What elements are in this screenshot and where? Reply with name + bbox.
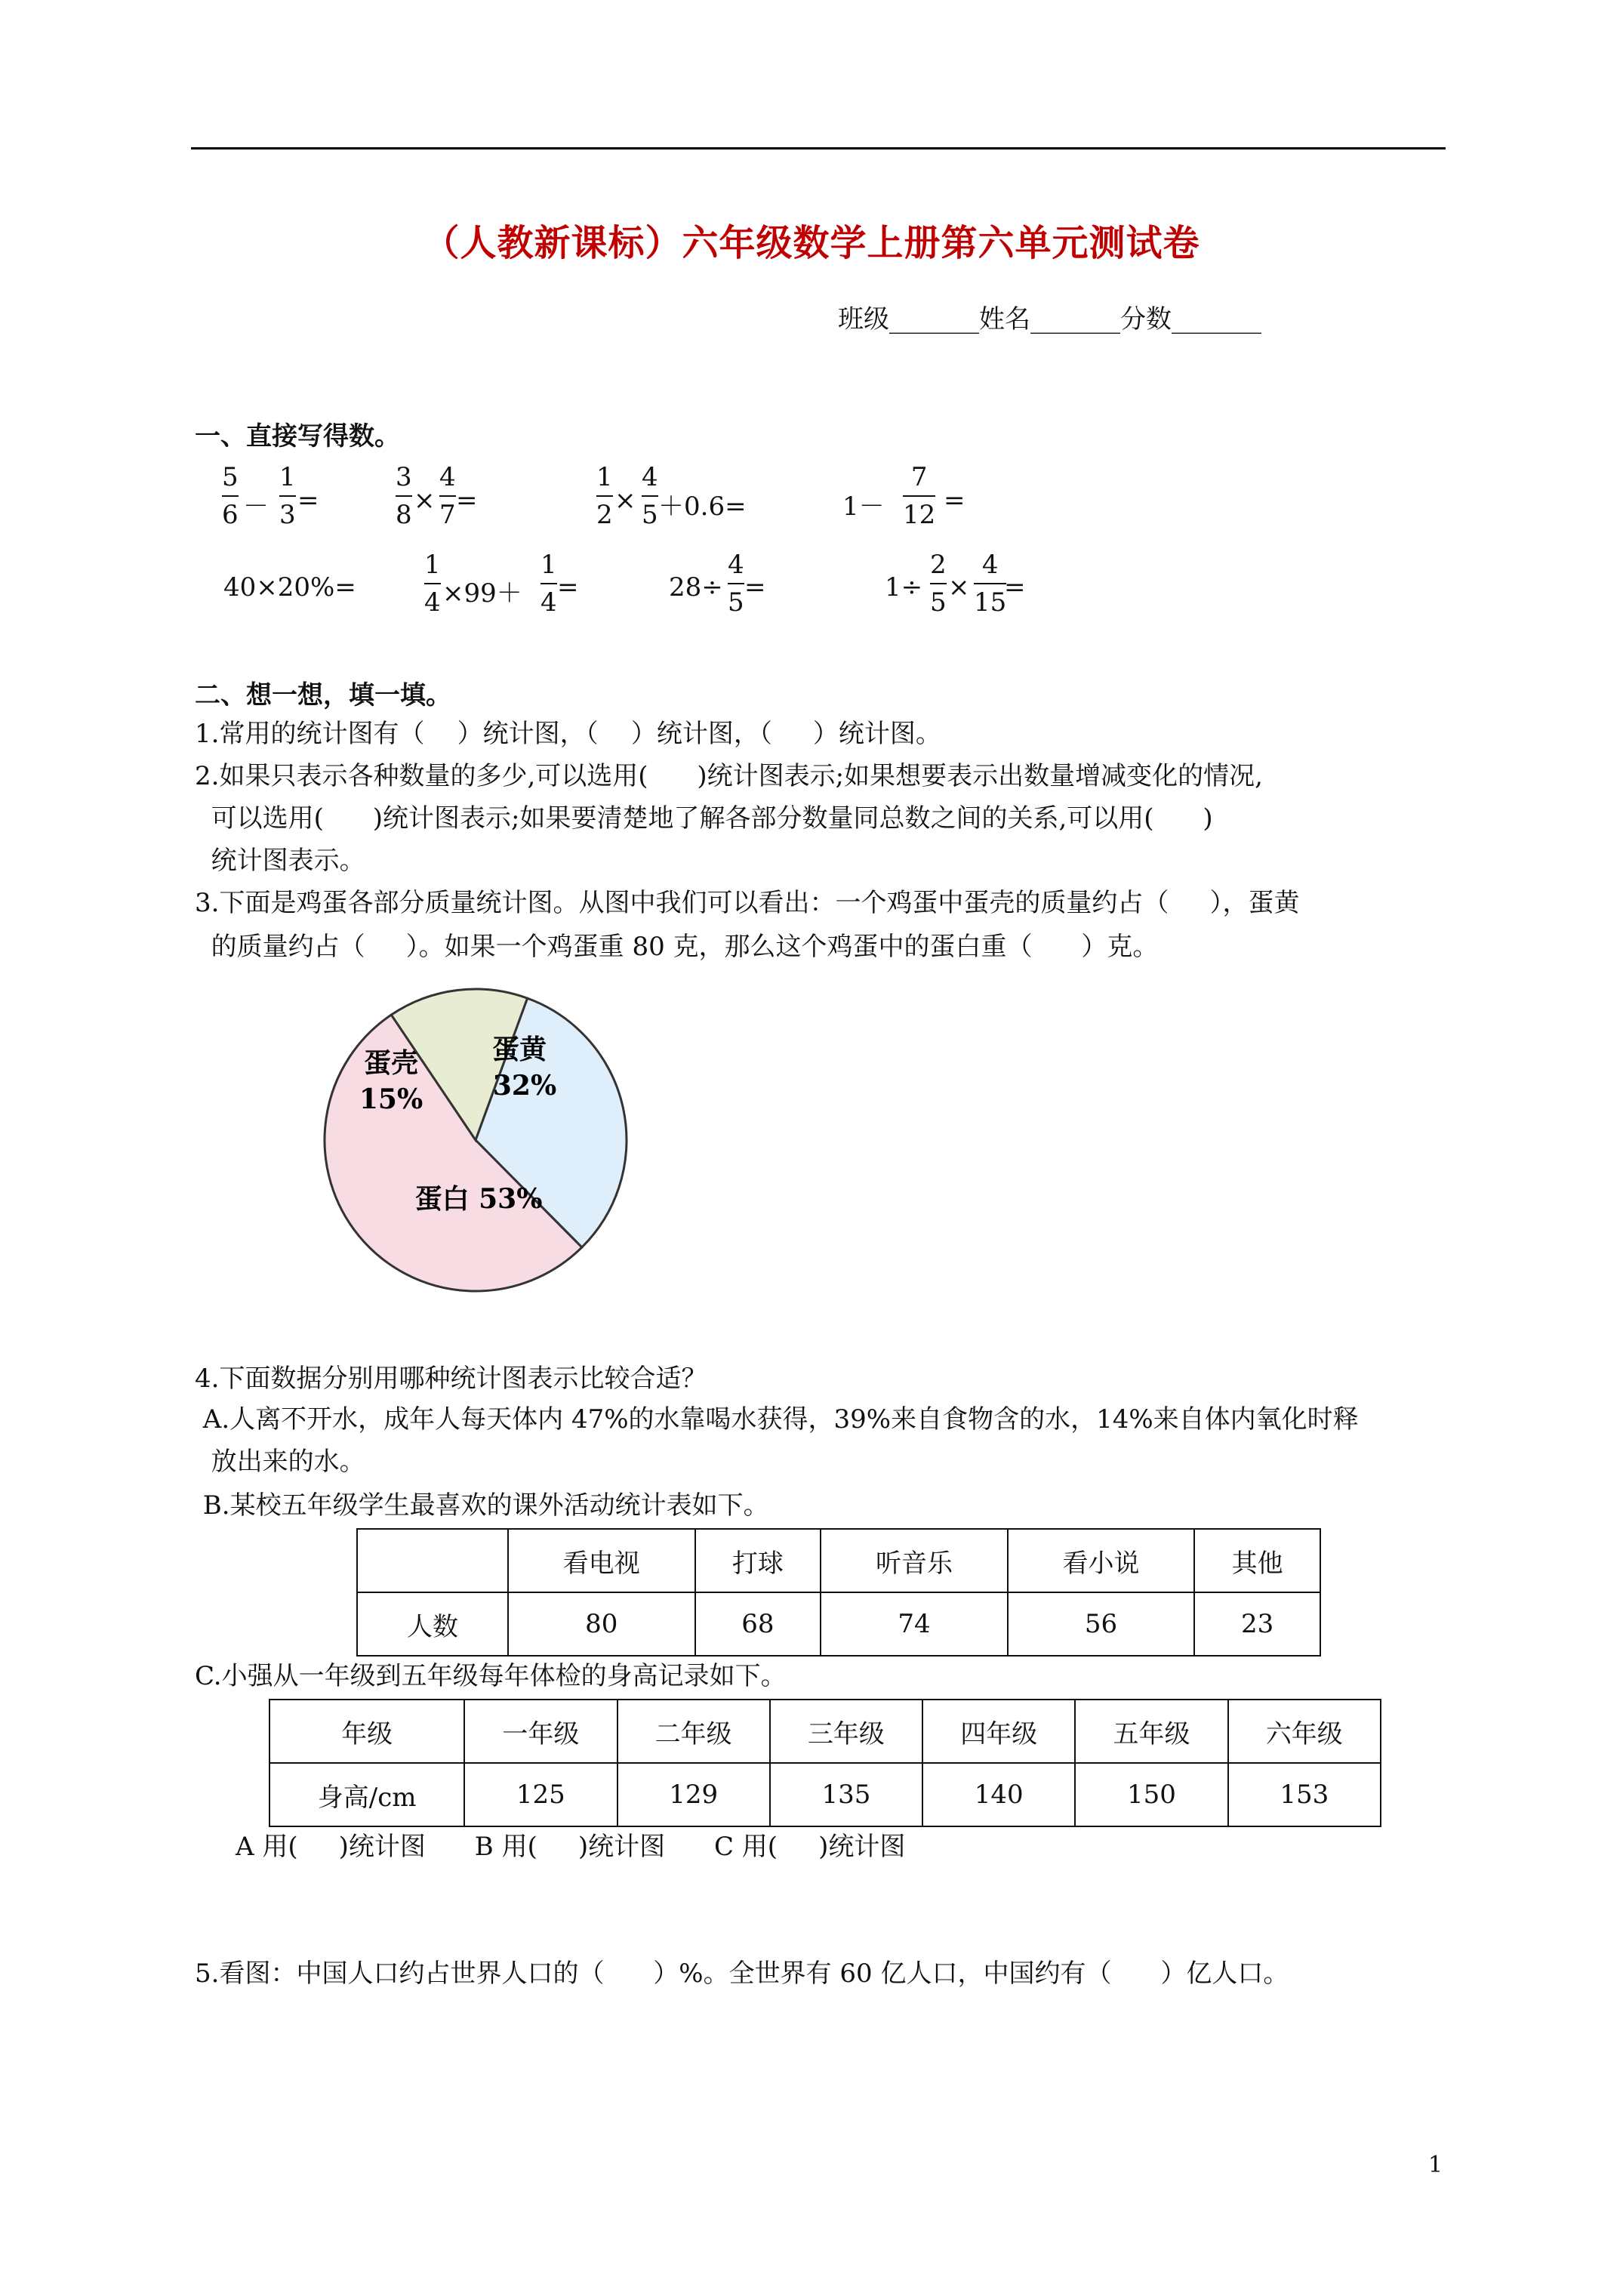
table-row bbox=[357, 1592, 1320, 1656]
table-cell: 年级 bbox=[269, 1700, 464, 1763]
expression: 40×20%= bbox=[223, 572, 356, 603]
question-2-line2: 可以选用( )统计图表示;如果要清楚地了解各部分数量同总数之间的关系,可以用( ) bbox=[195, 803, 1213, 834]
table-cell: 身高/cm bbox=[269, 1763, 464, 1826]
question-4a-line1: A.人离不开水，成年人每天体内 47%的水靠喝水获得，39%来自食物含的水，14%来自体内氧化时释 bbox=[195, 1404, 1359, 1435]
fraction: 1 4 bbox=[540, 550, 557, 618]
height-table bbox=[269, 1699, 1381, 1827]
top-rule bbox=[191, 147, 1446, 149]
expression-tail: ＋0.6= bbox=[658, 492, 747, 522]
table-cell: 125 bbox=[464, 1763, 617, 1826]
student-info-line: 班级_______姓名_______分数_______ bbox=[838, 304, 1261, 334]
equals-sign: = bbox=[1004, 572, 1026, 603]
page-title: （人教新课标）六年级数学上册第六单元测试卷 bbox=[423, 222, 1200, 264]
fraction: 2 5 bbox=[930, 550, 947, 618]
expression-head: 1÷ bbox=[885, 572, 923, 603]
question-4b: B.某校五年级学生最喜欢的课外活动统计表如下。 bbox=[195, 1490, 769, 1521]
equals-sign: = bbox=[557, 572, 579, 603]
pie-label-white: 蛋白 53% bbox=[414, 1183, 543, 1215]
table-cell: 看电视 bbox=[508, 1529, 695, 1592]
table-cell: 68 bbox=[695, 1592, 821, 1656]
question-4a-line2: 放出来的水。 bbox=[195, 1447, 365, 1477]
table-cell: 二年级 bbox=[617, 1700, 770, 1763]
question-4: 4.下面数据分别用哪种统计图表示比较合适？ bbox=[195, 1364, 707, 1394]
expression-head: 1－ bbox=[842, 492, 885, 522]
page-number: 1 bbox=[1428, 2152, 1443, 2178]
table-cell: 23 bbox=[1194, 1592, 1320, 1656]
table-cell: 150 bbox=[1075, 1763, 1227, 1826]
table-header-row bbox=[269, 1700, 1381, 1763]
pie-label-yolk-value: 32% bbox=[492, 1070, 557, 1102]
question-3-line1: 3.下面是鸡蛋各部分质量统计图。从图中我们可以看出：一个鸡蛋中蛋壳的质量约占（ ），蛋黄 bbox=[195, 888, 1300, 918]
section2-heading: 二、想一想，填一填。 bbox=[195, 680, 451, 710]
fraction: 4 15 bbox=[974, 550, 1007, 618]
fraction: 1 3 bbox=[279, 462, 296, 530]
equals-sign: = bbox=[297, 485, 319, 516]
fraction: 5 6 bbox=[222, 462, 239, 530]
table-cell: 56 bbox=[1008, 1592, 1195, 1656]
table-cell: 听音乐 bbox=[821, 1529, 1008, 1592]
table-row bbox=[269, 1763, 1381, 1826]
table-header-row bbox=[357, 1529, 1320, 1592]
question-5: 5.看图：中国人口约占世界人口的（ ）%。全世界有 60 亿人口，中国约有（ ）亿人口。 bbox=[195, 1959, 1289, 1989]
table-cell: 四年级 bbox=[922, 1700, 1075, 1763]
pie-label-yolk-name: 蛋黄 bbox=[491, 1034, 547, 1065]
table-cell: 看小说 bbox=[1008, 1529, 1195, 1592]
equals-sign: = bbox=[456, 485, 478, 516]
table-cell: 六年级 bbox=[1228, 1700, 1381, 1763]
pie-label-shell-name: 蛋壳 bbox=[363, 1047, 419, 1079]
table-cell: 140 bbox=[922, 1763, 1075, 1826]
table-cell: 135 bbox=[770, 1763, 922, 1826]
pie-label-shell-value: 15% bbox=[359, 1083, 423, 1115]
question-2-line1: 2.如果只表示各种数量的多少,可以选用( )统计图表示;如果想要表示出数量增减变化的情况, bbox=[195, 761, 1263, 791]
equals-sign: = bbox=[744, 572, 766, 603]
fraction: 4 5 bbox=[642, 462, 658, 530]
table-cell: 其他 bbox=[1194, 1529, 1320, 1592]
question-1: 1.常用的统计图有（ ）统计图，（ ）统计图，（ ）统计图。 bbox=[195, 719, 941, 749]
fraction: 4 5 bbox=[728, 550, 744, 618]
table-cell: 打球 bbox=[695, 1529, 821, 1592]
fraction: 1 2 bbox=[596, 462, 613, 530]
table-cell: 80 bbox=[508, 1592, 695, 1656]
operator: × bbox=[414, 485, 436, 516]
fraction: 7 12 bbox=[903, 462, 936, 530]
operator: － bbox=[243, 492, 269, 522]
egg-composition-pie-chart bbox=[317, 982, 634, 1299]
question-4c: C.小强从一年级到五年级每年体检的身高记录如下。 bbox=[195, 1661, 787, 1691]
table-cell: 人数 bbox=[357, 1592, 508, 1656]
section1-heading: 一、直接写得数。 bbox=[195, 421, 400, 451]
table-cell: 五年级 bbox=[1075, 1700, 1227, 1763]
table-cell: 三年级 bbox=[770, 1700, 922, 1763]
question-3-line2: 的质量约占（ ）。如果一个鸡蛋重 80 克，那么这个鸡蛋中的蛋白重（ ）克。 bbox=[195, 932, 1159, 962]
expression-head: 28÷ bbox=[669, 572, 723, 603]
table-cell: 153 bbox=[1228, 1763, 1381, 1826]
question-4-answers: A 用( )统计图 B 用( )统计图 C 用( )统计图 bbox=[236, 1832, 906, 1862]
pie-slices bbox=[325, 989, 627, 1291]
question-2-line3: 统计图表示。 bbox=[195, 846, 365, 876]
table-cell: 74 bbox=[821, 1592, 1008, 1656]
fraction: 4 7 bbox=[439, 462, 456, 530]
operator: ×99＋ bbox=[442, 578, 522, 609]
fraction: 3 8 bbox=[396, 462, 412, 530]
operator: × bbox=[614, 485, 636, 516]
table-cell: 129 bbox=[617, 1763, 770, 1826]
table-cell: 一年级 bbox=[464, 1700, 617, 1763]
table-cell bbox=[357, 1529, 508, 1592]
operator: × bbox=[948, 572, 970, 603]
equals-sign: = bbox=[944, 485, 965, 516]
activity-table bbox=[356, 1528, 1321, 1657]
fraction: 1 4 bbox=[424, 550, 441, 618]
